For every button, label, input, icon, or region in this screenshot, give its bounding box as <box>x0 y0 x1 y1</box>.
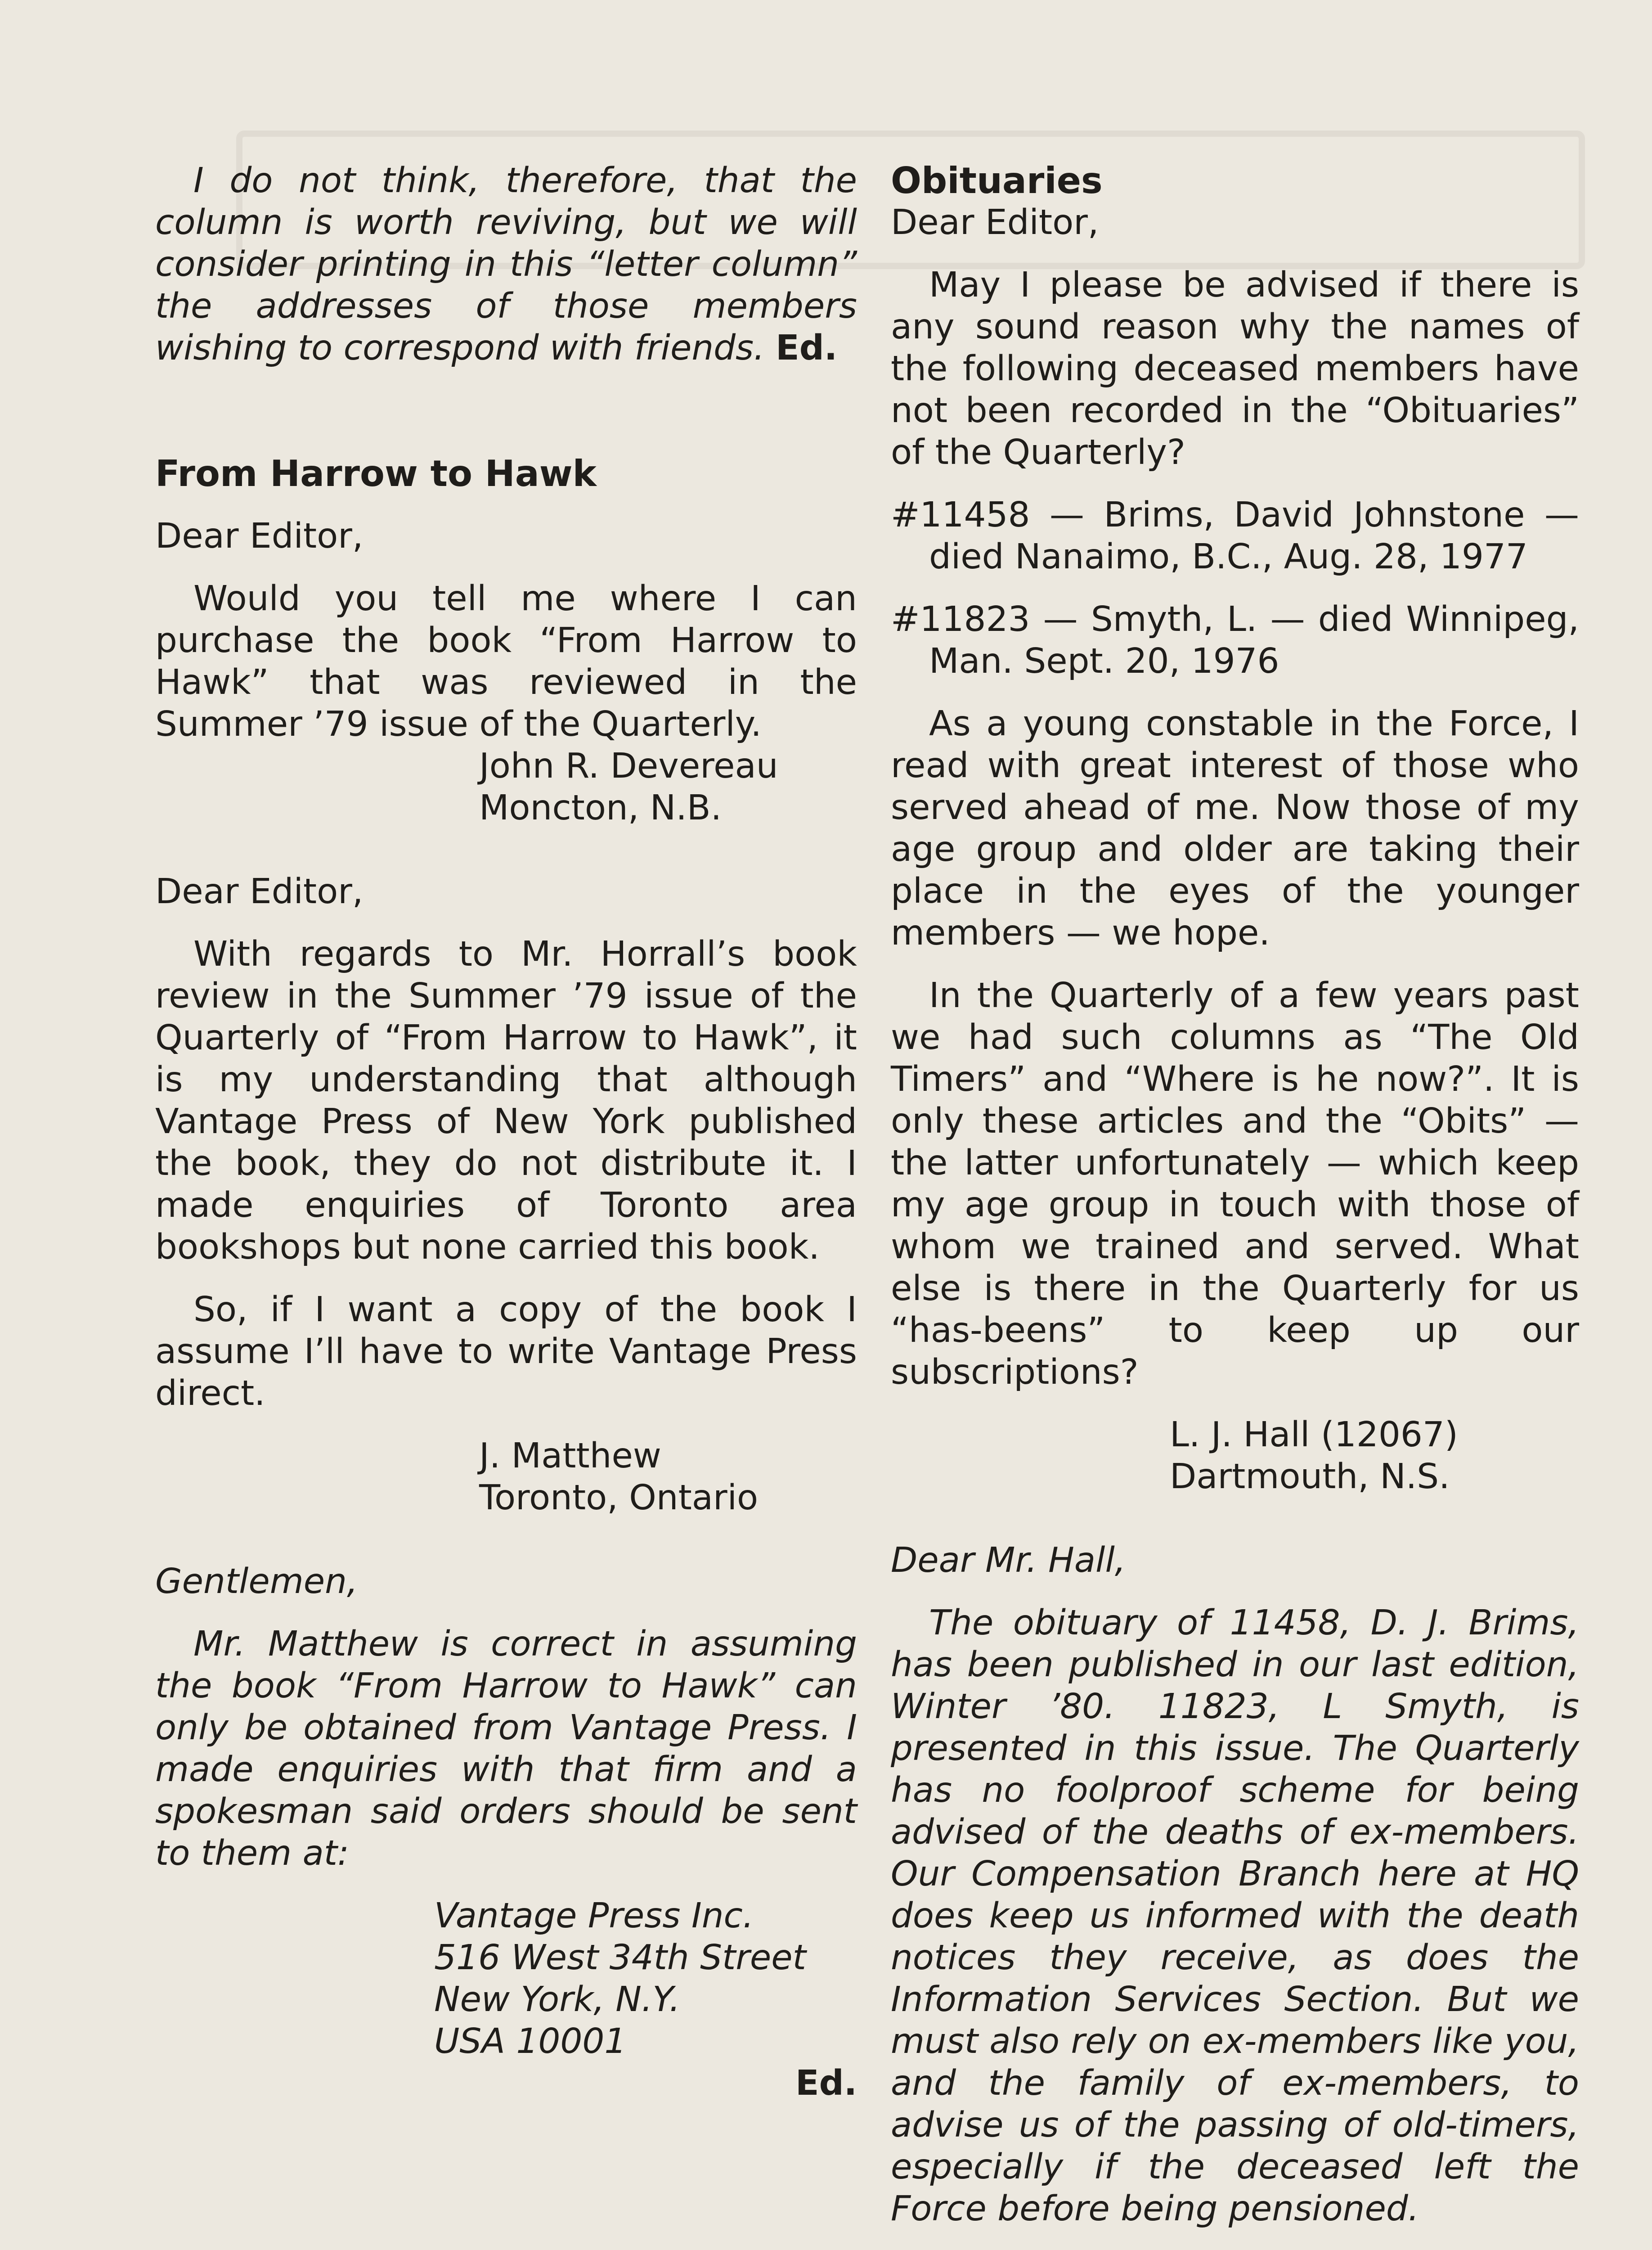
section-heading-obituaries: Obituaries <box>891 160 1103 202</box>
letter2-name: J. Matthew <box>479 1436 661 1476</box>
obit-reply-salutation: Dear Mr. Hall, <box>891 1540 1126 1580</box>
reply-body: Mr. Matthew is correct in assuming the book “From Harrow to Hawk” can only be obtained from Vantage Press. I made enquiries with that firm and a spokesman said orders should be sent to them at: <box>155 1624 857 1873</box>
reply-signature: Ed. <box>795 2063 857 2103</box>
address-line: New York, N.Y. <box>434 1980 680 2020</box>
editor-note: I do not think, therefore, that the column is worth reviving, but we will consider printing in this “letter column” the addresses of those members wishing to correspond with friends. Ed. <box>155 161 857 368</box>
letter2-salutation: Dear Editor, <box>155 872 364 912</box>
obit-entry: #11823 — Smyth, L. — died Winnipeg, Man. Sept. 20, 1976 <box>891 599 1579 681</box>
obit-entry: #11458 — Brims, David Johnstone — died Nanaimo, B.C., Aug. 28, 1977 <box>891 495 1579 577</box>
letter1-place: Moncton, N.B. <box>479 788 722 828</box>
letter2-place: Toronto, Ontario <box>479 1478 759 1518</box>
letter1-salutation: Dear Editor, <box>155 516 364 556</box>
letter1-name: John R. Devereau <box>479 746 778 786</box>
letter1-body: Would you tell me where I can purchase the book “From Harrow to Hawk” that was reviewed in the Summer ’79 issue of the Quarterly. <box>155 579 857 744</box>
address-line: 516 West 34th Street <box>434 1938 806 1978</box>
obit-body2: As a young constable in the Force, I read with great interest of those who served ahead of me. Now those of my age group and older are taking their place in the eyes of the younger members — we hope. <box>891 704 1579 953</box>
left-column <box>155 160 857 2104</box>
address-line: Vantage Press Inc. <box>434 1896 754 1936</box>
obit-reply-body: The obituary of 11458, D. J. Brims, has been published in our last edition, Winter ’80. 11823, L Smyth, is presented in this issue. The Quarterly has no foolproof scheme for being advised of the deaths of ex-members. Our Compensation Branch here at HQ does keep us informed with the death notices they receive, as does the Information Services Section. But we must also rely on ex-members like you, and the family of ex-members, to advise us of the passing of old-timers, especially if the deceased left the Force before being pensioned. <box>891 1603 1579 2229</box>
right-column <box>891 160 1579 2230</box>
letter2-body1: With regards to Mr. Horrall’s book review in the Summer ’79 issue of the Quarterly of “From Harrow to Hawk”, it is my understanding that although Vantage Press of New York published the book, they do not distribute it. I made enquiries of Toronto area bookshops but none carried this book. <box>155 934 857 1267</box>
obit-name: L. J. Hall (12067) <box>1170 1415 1458 1455</box>
section-heading-harrow: From Harrow to Hawk <box>155 453 597 495</box>
obit-body3: In the Quarterly of a few years past we had such columns as “The Old Timers” and “Where is he now?”. It is only these articles and the “Obits” — the latter unfortunately — which keep my age group in touch with those of whom we trained and served. What else is there in the Quarterly for us “has-beens” to keep up our subscriptions? <box>891 976 1579 1392</box>
letter2-body2: So, if I want a copy of the book I assume I’ll have to write Vantage Press direct. <box>155 1290 857 1413</box>
obit-body1: May I please be advised if there is any sound reason why the names of the following deceased members have not been recorded in the “Obituaries” of the Quarterly? <box>891 265 1579 472</box>
obit-salutation: Dear Editor, <box>891 202 1099 243</box>
obit-place: Dartmouth, N.S. <box>1170 1457 1450 1497</box>
reply-salutation: Gentlemen, <box>155 1562 358 1602</box>
address-line: USA 10001 <box>434 2021 627 2061</box>
